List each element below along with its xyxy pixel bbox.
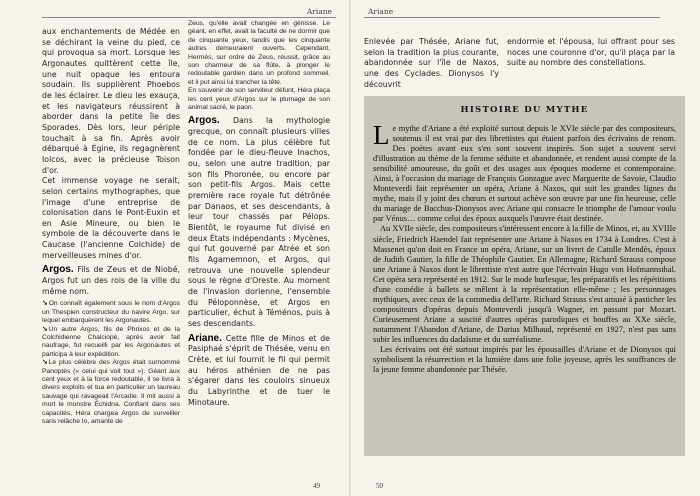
right-column-1	[364, 37, 499, 90]
box-paragraph: Au XVIIe siècle, des compositeurs s'intéressent encore à la fille de Minos, et, au XVIIIe siècle, Friedrich Haendel fait représenter une Ariane à Naxos en 1734 à Londres. C'est à Massenet qu'on doit en France un opéra, Ariane, sur un livret de Catulle Mendès, époux de Judith Gautier, la fille de Théophile Gautier. En Allemagne, Richard Strauss compose une Ariane à Naxos dont le librettiste n'est autre que l'écrivain Hugo von Hofmannsthal. Cet opéra sera représenté en 1912. Sur le mode burlesque, les préparatifs et les répétitions d'une comédie à ballets se mêlent à la représentation elle-même ; les personnages mythiques, avec ceux de la commedia dell'arte. Richard Strauss s'est amusé à pasticher les compositeurs d'opéras depuis Monteverdi jusqu'à Wagner, en passant par Mozart. Curieusement Ariane a suscité d'autres opéras parodiques et bouffes au XXe siècle, notamment l'Abandon d'Ariane, de Darius Milhaud, représenté en 1927, n'est pas sans subir les influences du dadaïsme et du surréalisme.	[373, 224, 676, 344]
entry-ariane	[188, 334, 330, 409]
arrow-icon: ➘	[42, 359, 48, 367]
entry-title: Argos.	[188, 115, 220, 127]
drop-cap: L	[373, 120, 390, 150]
right-column-2	[507, 37, 675, 69]
box-paragraph: Le mythe d'Ariane a été exploité surtout depuis le XVIe siècle par des compositeurs, soutenus il est vrai par des librettistes qui étaient parfois des écrivains de renom. Des poètes avant eux s'en sont souvent inspirés. Son sujet a souvent servi d'illustration au thème de la femme séduite et abandonnée, et rendent aussi compte de la sensibilité amoureuse, du goût et des usages aux époques moderne et contemporaine. Ainsi, à l'occasion du mariage de François Gonzague avec Marguerite de Savoie, Claudio Monteverdi fait représenter un opéra, Ariane à Naxos, qui suit les grandes lignes du mythe, mais il y joint des chœurs et surtout achève son œuvre par une fin heureuse, celle du mariage de Bacchus-Dionysos avec Ariane qui consacre le triomphe de l'amour voulu par Vénus… comme celui des époux auxquels l'œuvre était destinée.	[373, 120, 676, 224]
page-number: 49	[313, 482, 320, 490]
history-box	[364, 96, 685, 456]
header-rule	[42, 17, 336, 18]
entry-argos-king	[42, 265, 180, 297]
entry-text: Fils de Zeus et de Niobé, Argos fut un des rois de la ville du même nom.	[42, 265, 181, 296]
left-column-2	[188, 20, 330, 408]
running-head: Ariane	[306, 7, 332, 16]
page-number: 50	[376, 482, 383, 490]
note-argos-continued: Zeus, qu'elle avait changée en génisse. Le géant, en effet, avait la faculté de ne dormir que de cinquante yeux, tandis que les cinquante autres demeuraient ouverts. Cependant, Hermès, sur ordre de Zeus, réussit, grâce au son charmeur de sa flûte, à plonger le redoutable gardien dans un profond sommeil, et il put ainsi lui trancher la tête.	[188, 20, 330, 86]
paragraph-medee: aux enchantements de Médée en se déchirant la veine du pied, ce qui provoqua sa mort. Lorsque les Argonautes quittèrent cette île, une nuit opaque les entoura soudain. Ils supplièrent Phoebos de les éclairer. Le dieu les exauça, et les navigateurs réussirent à aborder dans la petite île des Sporades. Dès lors, leur périple touchait à sa fin. Après avoir débarqué à Égine, ils regagnèrent Iolcos, avec la précieuse Toison d'or.	[42, 27, 180, 175]
header-rule	[364, 17, 660, 18]
entry-text: Cette fille de Minos et de Pasiphaé s'éprit de Thésée, venu en Crète, et lui fournit le fil qui permit au héros athénien de ne pas s'égarer dans les couloirs sinueux du Labyrinthe et de tuer le Minotaure.	[188, 333, 330, 407]
entry-argos-city	[188, 116, 330, 329]
paragraph-ariane-continued: Enlevée par Thésée, Ariane fut, selon la tradition la plus courante, abandonnée sur l'île de Naxos, une des Cyclades. Dionysos l'y découvrit	[364, 37, 499, 89]
paragraph-ariane-end: endormie et l'épousa, lui offrant pour ses noces une couronne d'or, qu'il plaça par la suite au nombre des constellations.	[507, 37, 675, 68]
entry-text: Dans la mythologie grecque, on connaît plusieurs villes de ce nom. La plus célèbre fut fondée par le dieu-fleuve Inachos, ou, selon une autre tradition, par son fils Phoronée, ou encore par son petit-fils Argos. Mais cette première race royale fut détrônée par Danaos, et ses descendants, à leur tour chassés par Pélops. Bientôt, le royaume fut divisé en deux États indépendants : Mycènes, qui fut gouverné par Atrée et son fils Agamemnon, et Argos, qui retrouva une nouvelle splendeur sous le règne d'Oreste. Au moment de l'invasion dorienne, l'ensemble du Péloponnèse, et Argos en particulier, échut à Téménos, puis à ses descendants.	[188, 116, 331, 328]
note-argos-paon: En souvenir de son serviteur défunt, Héra plaça les cent yeux d'Argos sur le plumage de son animal sacré, le paon.	[188, 87, 330, 112]
entry-title: Argos.	[42, 264, 74, 276]
arrow-icon: ➘	[42, 300, 48, 308]
box-paragraph: Les écrivains ont été surtout inspirés par les épousailles d'Ariane et de Dionysos qui symbolisent la résurrection et la lumière dans une folie joyeuse, après les souffrances de la jeune femme abandonnée par Thésée.	[373, 345, 676, 375]
arrow-icon: ➘	[42, 325, 48, 333]
note-argos-phrixos: Un autre Argos, fils de Phrixos et de la Colchidienne Chalciopé, après avoir fait naufrage, fut recueilli par les Argonautes et participa à leur expédition.	[42, 325, 180, 358]
sidenote-continued	[188, 20, 330, 112]
sidenote-block	[42, 300, 180, 426]
left-column-1	[42, 27, 180, 427]
paragraph-voyage: Cet immense voyage ne serait, selon certains mythographes, que l'image d'une entreprise de colonisation dans le Pont-Euxin et en Asie Mineure, ou bien le symbole de la découverte dans le Caucase (l'ancienne Colchide) de merveilleuses mines d'or.	[42, 176, 180, 260]
running-head: Ariane	[368, 7, 394, 16]
box-title: HISTOIRE DU MYTHE	[460, 105, 589, 115]
note-argos-thespien: On connaît également sous le nom d'Argos un Thespien constructeur du navire Argo, sur lequel embarquèrent les Argonautes.	[42, 300, 180, 325]
box-body	[373, 120, 676, 375]
note-argos-panoptes: Le plus célèbre des Argos était surnommé Panoptès (« celui qui voit tout »). Géant aux cent yeux et à la force redoutable, il se livra à divers exploits et tua en particulier un taureau sauvage qui ravageait l'Arcadie. Il mit aussi à mort le monstre Échidna. Confiant dans ses capacités, Héra chargea Argos de surveiller sans relâche Io, amante de	[42, 359, 180, 426]
entry-title: Ariane.	[188, 332, 222, 344]
